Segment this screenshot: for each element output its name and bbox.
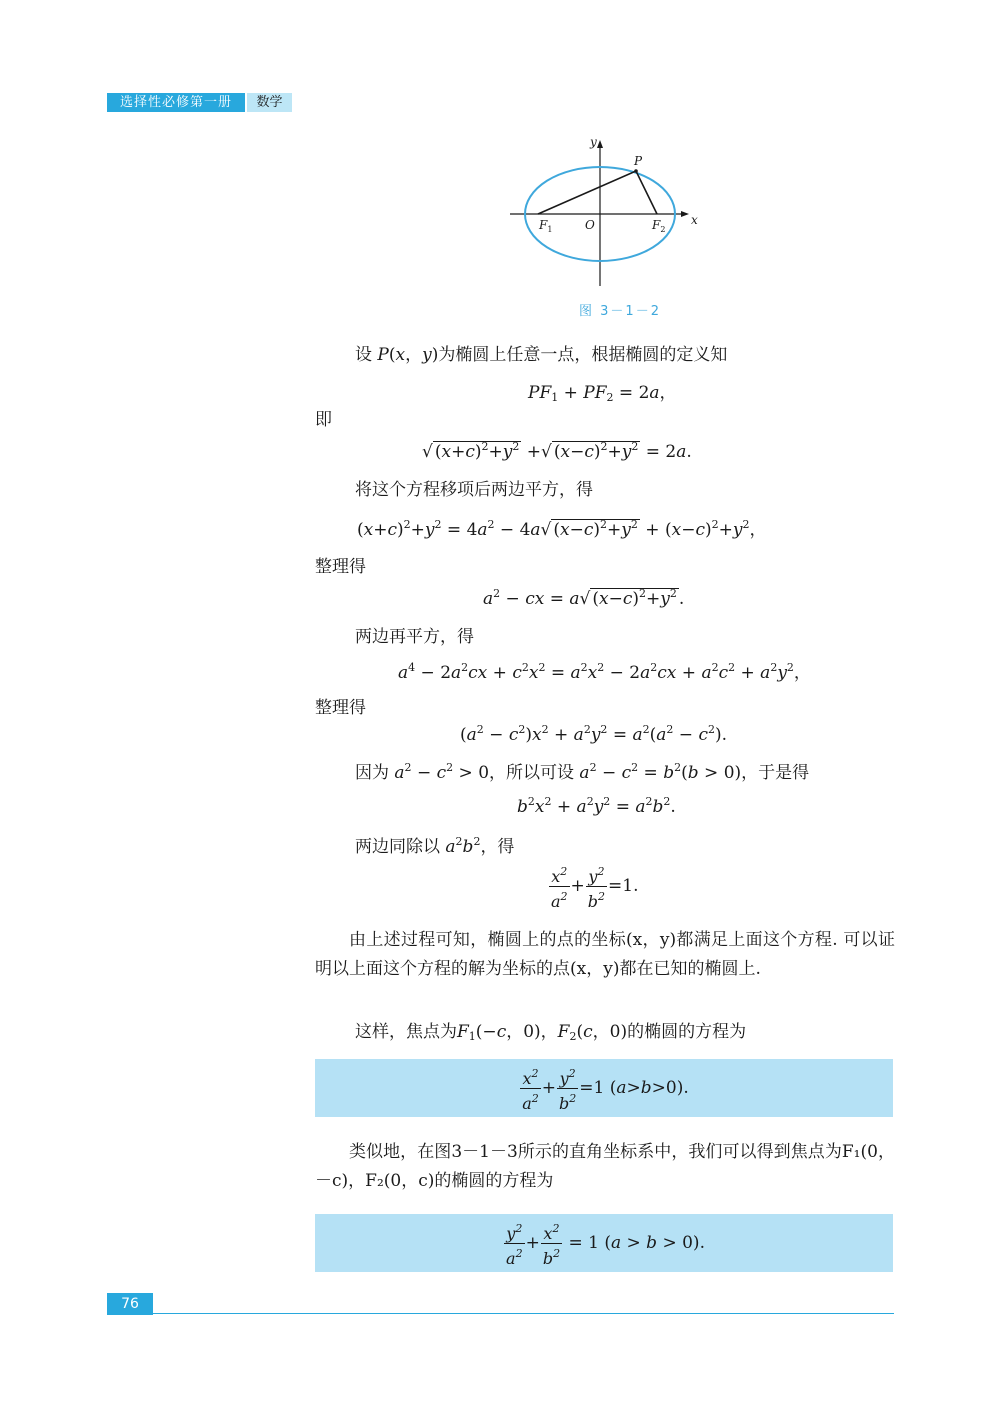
text-line-4: 因为 $a^2 - c^2 > 0$，所以可设 $a^2 - c^2 = b^2(b > 0)$，于是得	[355, 761, 810, 783]
y-axis-arrow	[597, 140, 603, 148]
equation-4: $a^2$ − cx = a√ $(x-c)^2+y^2$ .	[483, 587, 685, 609]
label-f2-sub: 2	[660, 225, 666, 234]
triangle-pf1f2	[538, 171, 657, 214]
ellipse-figure	[505, 132, 705, 290]
figure-caption: 图 3－1－2	[579, 304, 661, 319]
text-zhengli-2: 整理得	[315, 698, 366, 718]
equation-1: $PF_1 + PF_2 = 2a$，	[528, 383, 677, 404]
label-p: P	[634, 154, 643, 168]
text-ji: 即	[315, 410, 332, 430]
text-line-5: 两边同除以 $a^2b^2$，得	[355, 835, 515, 857]
text-line-3: 两边再平方，得	[355, 627, 474, 647]
text-line-2: 将这个方程移项后两边平方，得	[355, 480, 593, 500]
equation-3: $(x+c)^2+y^2 = 4a^2 - 4a√$ $(x-c)^2+y^2 + (x-c)^2+y^2$，	[357, 518, 767, 540]
x-axis-arrow	[681, 211, 689, 217]
label-o: O	[585, 218, 595, 232]
page-number: 76	[107, 1293, 153, 1315]
label-f1: F	[539, 218, 548, 232]
header-book-title: 选择性必修第一册	[107, 93, 245, 112]
paragraph-1: 由上述过程可知，椭圆上的点的坐标(x，y)都满足上面这个方程. 可以证明以上面这个方程的解为坐标的点(x，y)都在已知的椭圆上.	[315, 930, 895, 979]
point-p	[634, 169, 638, 173]
equation-6: $(a^2 - c^2)x^2 + a^2y^2 = a^2(a^2 - c^2)$.	[460, 723, 728, 745]
label-y: y	[590, 135, 597, 149]
label-x: x	[691, 213, 698, 227]
label-f2: F	[652, 218, 661, 232]
equation-8: $b^2x^2 + a^2y^2 = a^2b^2$.	[517, 795, 676, 817]
paragraph-2: 类似地，在图3－1－3所示的直角坐标系中，我们可以得到焦点为F₁(0，－c)，F₂(0，c)的椭圆的方程为	[315, 1142, 895, 1191]
boxed-equation-2: $\frac{y^2}{a^2}$ + $\frac{x^2}{b^2}$ = 1 (a > b > 0).	[315, 1219, 893, 1268]
result-box-2	[315, 1214, 893, 1272]
result-box-1	[315, 1059, 893, 1117]
boxed-equation-1: $\frac{x^2}{a^2}$ + $\frac{y^2}{b^2}$ =1 (a>b>0).	[315, 1064, 893, 1113]
text-line-1: 设 P(x，y)为椭圆上任意一点，根据椭圆的定义知	[355, 345, 728, 365]
footer-rule	[153, 1313, 894, 1314]
label-f1-sub: 1	[547, 225, 553, 234]
svg-text:F1	[538, 218, 552, 234]
equation-2: √ $(x+c)^2+y^2$ +√ $(x-c)^2+y^2 = 2a$.	[422, 440, 692, 462]
equation-5: $a^4 - 2a^2cx + c^2x^2 = a^2x^2 - 2a^2cx + a^2c^2 + a^2y^2$，	[398, 661, 811, 683]
text-line-6: 这样，焦点为$F_1(-c$，0)，$F_2(c$，0)的椭圆的方程为	[355, 1022, 747, 1043]
text-zhengli-1: 整理得	[315, 557, 366, 577]
header-subject: 数学	[247, 93, 292, 112]
svg-text:F2	[651, 218, 665, 234]
equation-10: $\frac{x^2}{a^2}$ + $\frac{y^2}{b^2}$ =1.	[548, 862, 639, 911]
